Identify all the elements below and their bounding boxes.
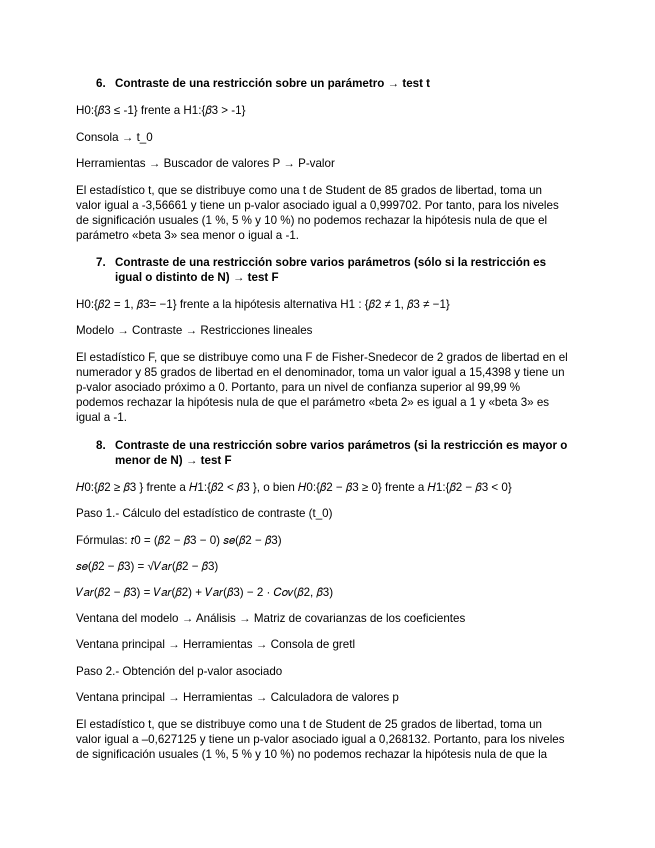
formula-line: 𝑠𝑒(𝛽2 − 𝛽̂3) = √𝑉𝑎𝑟(𝛽2 − 𝛽̂3) [76,560,219,573]
paragraph-line: El estadístico t, que se distribuye como una t de Student de 85 grados de libertad, toma un [76,184,542,197]
step-line: Ventana principal → Herramientas → Calculadora de valores p [76,691,399,704]
step-heading: Paso 2.- Obtención del p-valor asociado [76,665,283,678]
paragraph-line: de significación usuales (1 %, 5 % y 10 %) no podemos rechazar la hipótesis nula de que la [76,748,548,761]
paragraph-line: p-valor asociado próximo a 0. Portanto, para un nivel de confianza superior al 99,99 % [76,381,521,394]
paragraph-line: igual a -1. [76,411,127,424]
paragraph-line: numerador y 85 grados de libertad en el denominador, toma un valor igual a 15,4398 y tiene un [76,366,565,379]
step-heading: Paso 1.- Cálculo del estadístico de contraste (t_0) [76,507,333,520]
formula-line: 𝑉𝑎𝑟(𝛽2 − 𝛽̂3) = 𝑉𝑎𝑟(𝛽2) + 𝑉𝑎𝑟(𝛽3) − 2 · 𝐶𝑜𝑣(𝛽2, 𝛽̂3) [76,586,334,599]
section-title-continued: menor de N) → test F [115,454,232,467]
paragraph-line: parámetro «beta 3» sea menor o igual a -1. [76,229,299,242]
section-title: Contraste de una restricción sobre varios parámetros (sólo si la restricción es [115,256,547,269]
section-title-continued: igual o distinto de N) → test F [115,271,279,284]
section-title: Contraste de una restricción sobre varios parámetros (si la restricción es mayor o [115,439,568,452]
step-line: Herramientas → Buscador de valores P → P-valor [76,157,335,170]
paragraph-line: valor igual a –0,627125 y tiene un p-valor asociado igual a 0,268132. Portanto, para los niveles [76,733,565,746]
paragraph-line: de significación usuales (1 %, 5 % y 10 %) no podemos rechazar la hipótesis nula de que el [76,214,548,227]
section-number: 7. [96,256,106,269]
hypothesis-line: 𝐻0:{𝛽2 ≥ 𝛽3 } frente a 𝐻1:{𝛽2 < 𝛽3 }, o bien 𝐻0:{𝛽2 − 𝛽3 ≥ 0} frente a 𝐻1:{𝛽2 − 𝛽3 < 0} [76,481,512,494]
step-line: Ventana del modelo → Análisis → Matriz de covarianzas de los coeficientes [76,612,466,625]
formula-line: Fórmulas: 𝑡0 = (𝛽̂2 − 𝛽̂3 − 0) 𝑠𝑒(𝛽2 − 𝛽̂3) [76,534,282,547]
section-number: 6. [96,77,106,90]
section-7-heading [96,256,546,270]
hypothesis-line: H0:{𝛽3 ≤ -1} frente a H1:{𝛽3 > -1} [76,104,246,117]
step-line: Ventana principal → Herramientas → Consola de gretl [76,638,356,651]
paragraph-line: podemos rechazar la hipótesis nula de que el parámetro «beta 2» es igual a 1 y «beta 3» es [76,396,550,409]
section-title: Contraste de una restricción sobre un parámetro → test t [115,77,431,90]
paragraph-line: El estadístico F, que se distribuye como una F de Fisher-Snedecor de 2 grados de libertad en el [76,351,568,364]
section-8-heading [96,439,567,453]
step-line: Consola → t_0 [76,131,153,144]
section-6-heading [96,77,430,91]
paragraph-line: valor igual a -3,56661 y tiene un p-valor asociado igual a 0,999702. Por tanto, para los niveles [76,199,559,212]
step-line: Modelo → Contraste → Restricciones lineales [76,324,313,337]
section-number: 8. [96,439,106,452]
paragraph-line: El estadístico t, que se distribuye como una t de Student de 25 grados de libertad, toma un [76,718,542,731]
hypothesis-line: H0:{𝛽2 = 1, 𝛽3= −1} frente a la hipótesis alternativa H1 : {𝛽2 ≠ 1, 𝛽3 ≠ −1} [76,298,450,311]
